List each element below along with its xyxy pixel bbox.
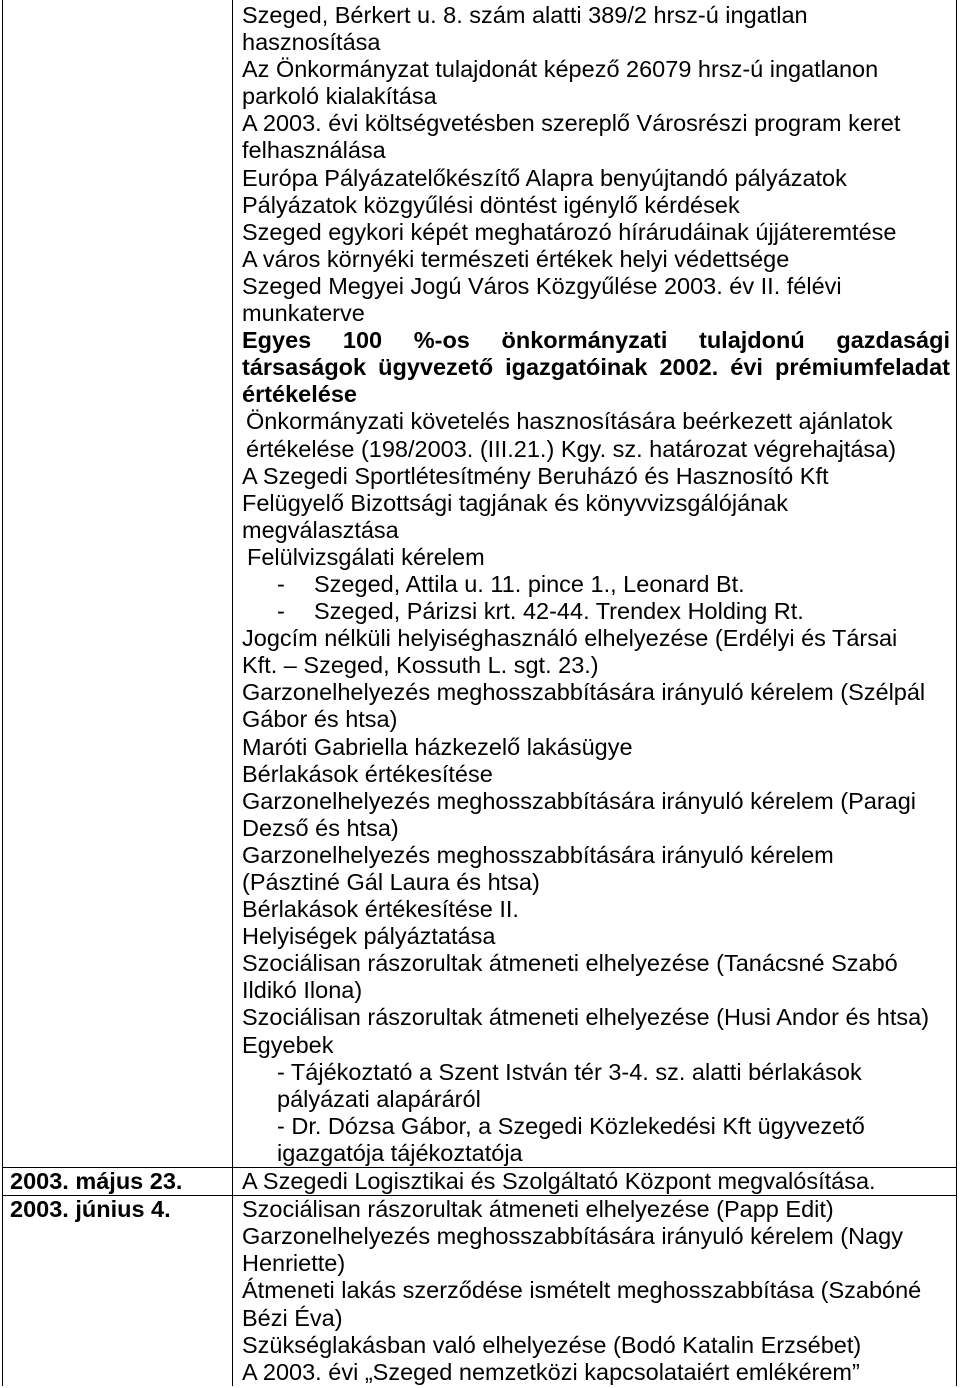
agenda-item [242,1359,950,1386]
meeting-date: 2003. május 23. [3,1168,233,1195]
item-line: Garzonelhelyezés meghosszabbítására irányuló kérelem (Szélpál [242,679,926,706]
agenda-item [242,1332,950,1359]
agenda-item [242,1223,950,1277]
item-line: Bérlakások értékesítése [242,760,493,787]
sub-item [242,1113,950,1167]
agenda-item [242,56,950,110]
item-line: hasznosítása [242,29,381,56]
item-line: Jogcím nélküli helyiséghasználó elhelyezése (Erdélyi és Társai [242,625,898,652]
sub-item-text: Szeged, Attila u. 11. pince 1., Leonard Bt. [314,570,745,597]
agenda-table [2,0,957,1386]
agenda-item [242,219,950,246]
agenda-item [242,2,950,56]
agenda-item [242,1277,950,1331]
item-line: A Szegedi Logisztikai és Szolgáltató Központ megvalósítása. [242,1168,876,1195]
agenda-item [242,842,950,896]
meeting-date-cell [3,0,233,1167]
item-line: értékelése [242,381,357,408]
sub-item-line: pályázati alapáráról [277,1085,481,1112]
agenda-item [242,734,950,761]
item-line: Kft. – Szeged, Kossuth L. sgt. 23.) [242,652,599,679]
sub-item-line: igazgatója tájékoztatója [277,1139,523,1166]
sub-item-text: Szeged, Párizsi krt. 42-44. Trendex Holding Rt. [314,598,804,625]
item-line: Henriette) [242,1250,346,1277]
agenda-row [3,1195,956,1386]
item-line: parkoló kialakítása [242,83,437,110]
item-line: munkaterve [242,300,365,327]
sub-item-line: - Tájékoztató a Szent István tér 3-4. sz. alatti bérlakások [277,1058,862,1085]
agenda-item-bold [242,327,950,408]
item-line: Ildikó Ilona) [242,977,363,1004]
agenda-item [242,408,950,462]
item-line: Európa Pályázatelőkészítő Alapra benyújtandó pályázatok [242,164,847,191]
item-line: A Szegedi Sportlétesítmény Beruházó és Hasznosító Kft [242,462,829,489]
meeting-date: 2003. június 4. [3,1196,233,1386]
item-line: Szociálisan rászorultak átmeneti elhelyezése (Papp Edit) [242,1196,834,1223]
agenda-item [242,1168,950,1195]
item-line: Önkormányzati követelés hasznosítására beérkezett ajánlatok [246,408,893,435]
item-line: Bézi Éva) [242,1304,343,1331]
item-line: Garzonelhelyezés meghosszabbítására irányuló kérelem (Paragi [242,787,917,814]
agenda-item [242,923,950,950]
agenda-item [242,896,950,923]
item-line: A 2003. évi „Szeged nemzetközi kapcsolataiért emlékérem” [242,1358,860,1385]
item-line: felhasználása [242,137,386,164]
item-title: Felülvizsgálati kérelem [247,543,485,570]
item-line: Helyiségek pályáztatása [242,923,496,950]
item-line: megválasztása [242,516,399,543]
agenda-items-cell [233,1196,956,1386]
item-line: Gábor és htsa) [242,706,398,733]
item-line: Egyes 100 %-os önkormányzati tulajdonú gazdasági [242,327,950,354]
agenda-item [242,788,950,842]
agenda-item [242,463,950,544]
item-line: (Pásztiné Gál Laura és htsa) [242,869,540,895]
agenda-item [242,761,950,788]
item-line: Garzonelhelyezés meghosszabbítására irányuló kérelem [242,841,834,868]
agenda-item [242,625,950,679]
item-line: A 2003. évi költségvetésben szereplő Városrészi program keret [242,110,901,137]
item-line: Szociálisan rászorultak átmeneti elhelyezése (Tanácsné Szabó [242,950,898,977]
sub-item [242,598,950,625]
agenda-item [242,1032,950,1167]
item-line: Szociálisan rászorultak átmeneti elhelyezése (Husi Andor és htsa) [242,1004,930,1031]
dash-marker: - [277,598,285,625]
agenda-row [3,1167,956,1195]
sub-item [242,571,950,598]
agenda-item [242,679,950,733]
agenda-items-cell [233,0,956,1167]
agenda-item [242,192,950,219]
agenda-item [242,110,950,164]
item-line: Pályázatok közgyűlési döntést igénylő kérdések [242,191,740,218]
agenda-item [242,246,950,273]
agenda-item [242,1004,950,1031]
item-line: Maróti Gabriella házkezelő lakásügye [242,733,633,760]
item-line: Szeged, Bérkert u. 8. szám alatti 389/2 hrsz-ú ingatlan [242,2,808,28]
item-line: A város környéki természeti értékek helyi védettsége [242,245,790,272]
sub-item-line: - Dr. Dózsa Gábor, a Szegedi Közlekedési Kft ügyvezető [277,1112,865,1139]
agenda-items-cell [233,1168,956,1195]
agenda-item [242,950,950,1004]
item-line: Átmeneti lakás szerződése ismételt meghosszabbítása (Szabóné [242,1277,922,1304]
item-line: társaságok ügyvezető igazgatóinak 2002. évi prémiumfeladat [242,354,950,381]
item-line: Bérlakások értékesítése II. [242,896,519,923]
item-line: Az Önkormányzat tulajdonát képező 26079 hrsz-ú ingatlanon [242,56,879,83]
item-line: Szükséglakásban való elhelyezése (Bodó Katalin Erzsébet) [242,1331,862,1358]
agenda-item [242,165,950,192]
agenda-item [242,1196,950,1223]
item-title: Egyebek [242,1031,334,1058]
agenda-item [242,544,950,625]
dash-marker: - [277,570,285,597]
item-line: Garzonelhelyezés meghosszabbítására irányuló kérelem (Nagy [242,1223,903,1250]
item-line: Szeged egykori képét meghatározó hírárudáinak újjáteremtése [242,218,897,245]
item-line: Felügyelő Bizottsági tagjának és könyvvizsgálójának [242,489,789,516]
sub-item [242,1059,950,1113]
item-line: Szeged Megyei Jogú Város Közgyűlése 2003. év II. félévi [242,272,842,299]
item-line: Dezső és htsa) [242,814,399,841]
agenda-row [3,0,956,1167]
item-line: értékelése (198/2003. (III.21.) Kgy. sz. határozat végrehajtása) [246,435,897,462]
agenda-item [242,273,950,327]
